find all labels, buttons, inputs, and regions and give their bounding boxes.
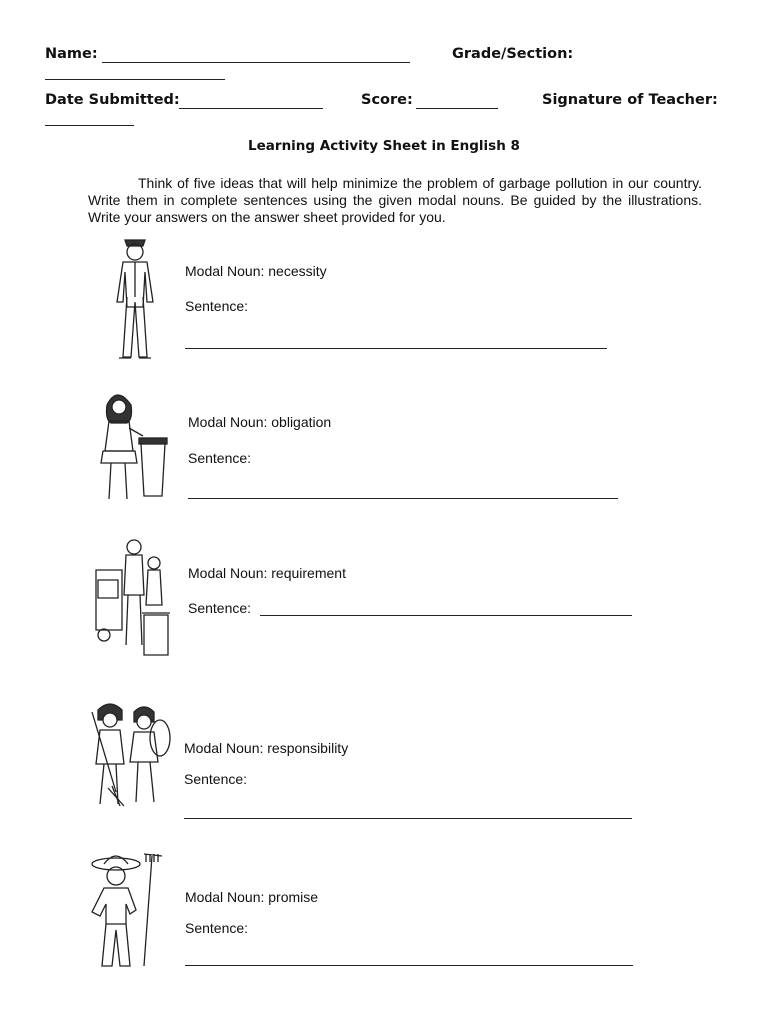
- date-submitted-field-line[interactable]: [179, 108, 323, 109]
- signature-label: Signature of Teacher:: [542, 92, 718, 108]
- modal-noun-promise: Modal Noun: promise: [185, 889, 319, 905]
- sentence-label-1: Sentence:: [185, 298, 249, 314]
- score-field-line[interactable]: [416, 108, 498, 109]
- farmer-rake-illustration: [80, 850, 175, 975]
- sentence-answer-line-2[interactable]: [188, 498, 618, 499]
- grade-section-label: Grade/Section:: [452, 46, 574, 62]
- grade-section-field-line[interactable]: [45, 79, 225, 80]
- score-label: Score:: [361, 92, 413, 108]
- sentence-label-5: Sentence:: [185, 920, 249, 936]
- sentence-answer-line-1[interactable]: [185, 348, 607, 349]
- sentence-answer-line-5[interactable]: [185, 965, 633, 966]
- sentence-label-3: Sentence:: [188, 600, 252, 616]
- children-sweeping-illustration: [78, 702, 178, 810]
- sentence-label-4: Sentence:: [184, 771, 248, 787]
- name-field-line[interactable]: [102, 62, 410, 63]
- policeman-illustration: [105, 232, 165, 367]
- sentence-label-2: Sentence:: [188, 450, 252, 466]
- modal-noun-obligation: Modal Noun: obligation: [188, 414, 332, 430]
- sentence-answer-line-3[interactable]: [260, 615, 632, 616]
- garbage-collectors-illustration: [92, 535, 180, 660]
- date-submitted-label: Date Submitted:: [45, 92, 180, 108]
- page-title: Learning Activity Sheet in English 8: [248, 138, 520, 154]
- signature-field-line[interactable]: [45, 125, 134, 126]
- name-label: Name:: [45, 46, 98, 62]
- modal-noun-necessity: Modal Noun: necessity: [185, 263, 327, 279]
- sentence-answer-line-4[interactable]: [184, 818, 632, 819]
- modal-noun-requirement: Modal Noun: requirement: [188, 565, 346, 581]
- modal-noun-responsibility: Modal Noun: responsibility: [184, 740, 349, 756]
- instructions-paragraph: Think of five ideas that will help minimize the problem of garbage pollution in our country. Write them in complete sentences using the given modal nouns. Be guided by the illustrations. Write your answers on the answer sheet provided for you.: [88, 175, 702, 225]
- girl-trash-bin-illustration: [95, 383, 175, 508]
